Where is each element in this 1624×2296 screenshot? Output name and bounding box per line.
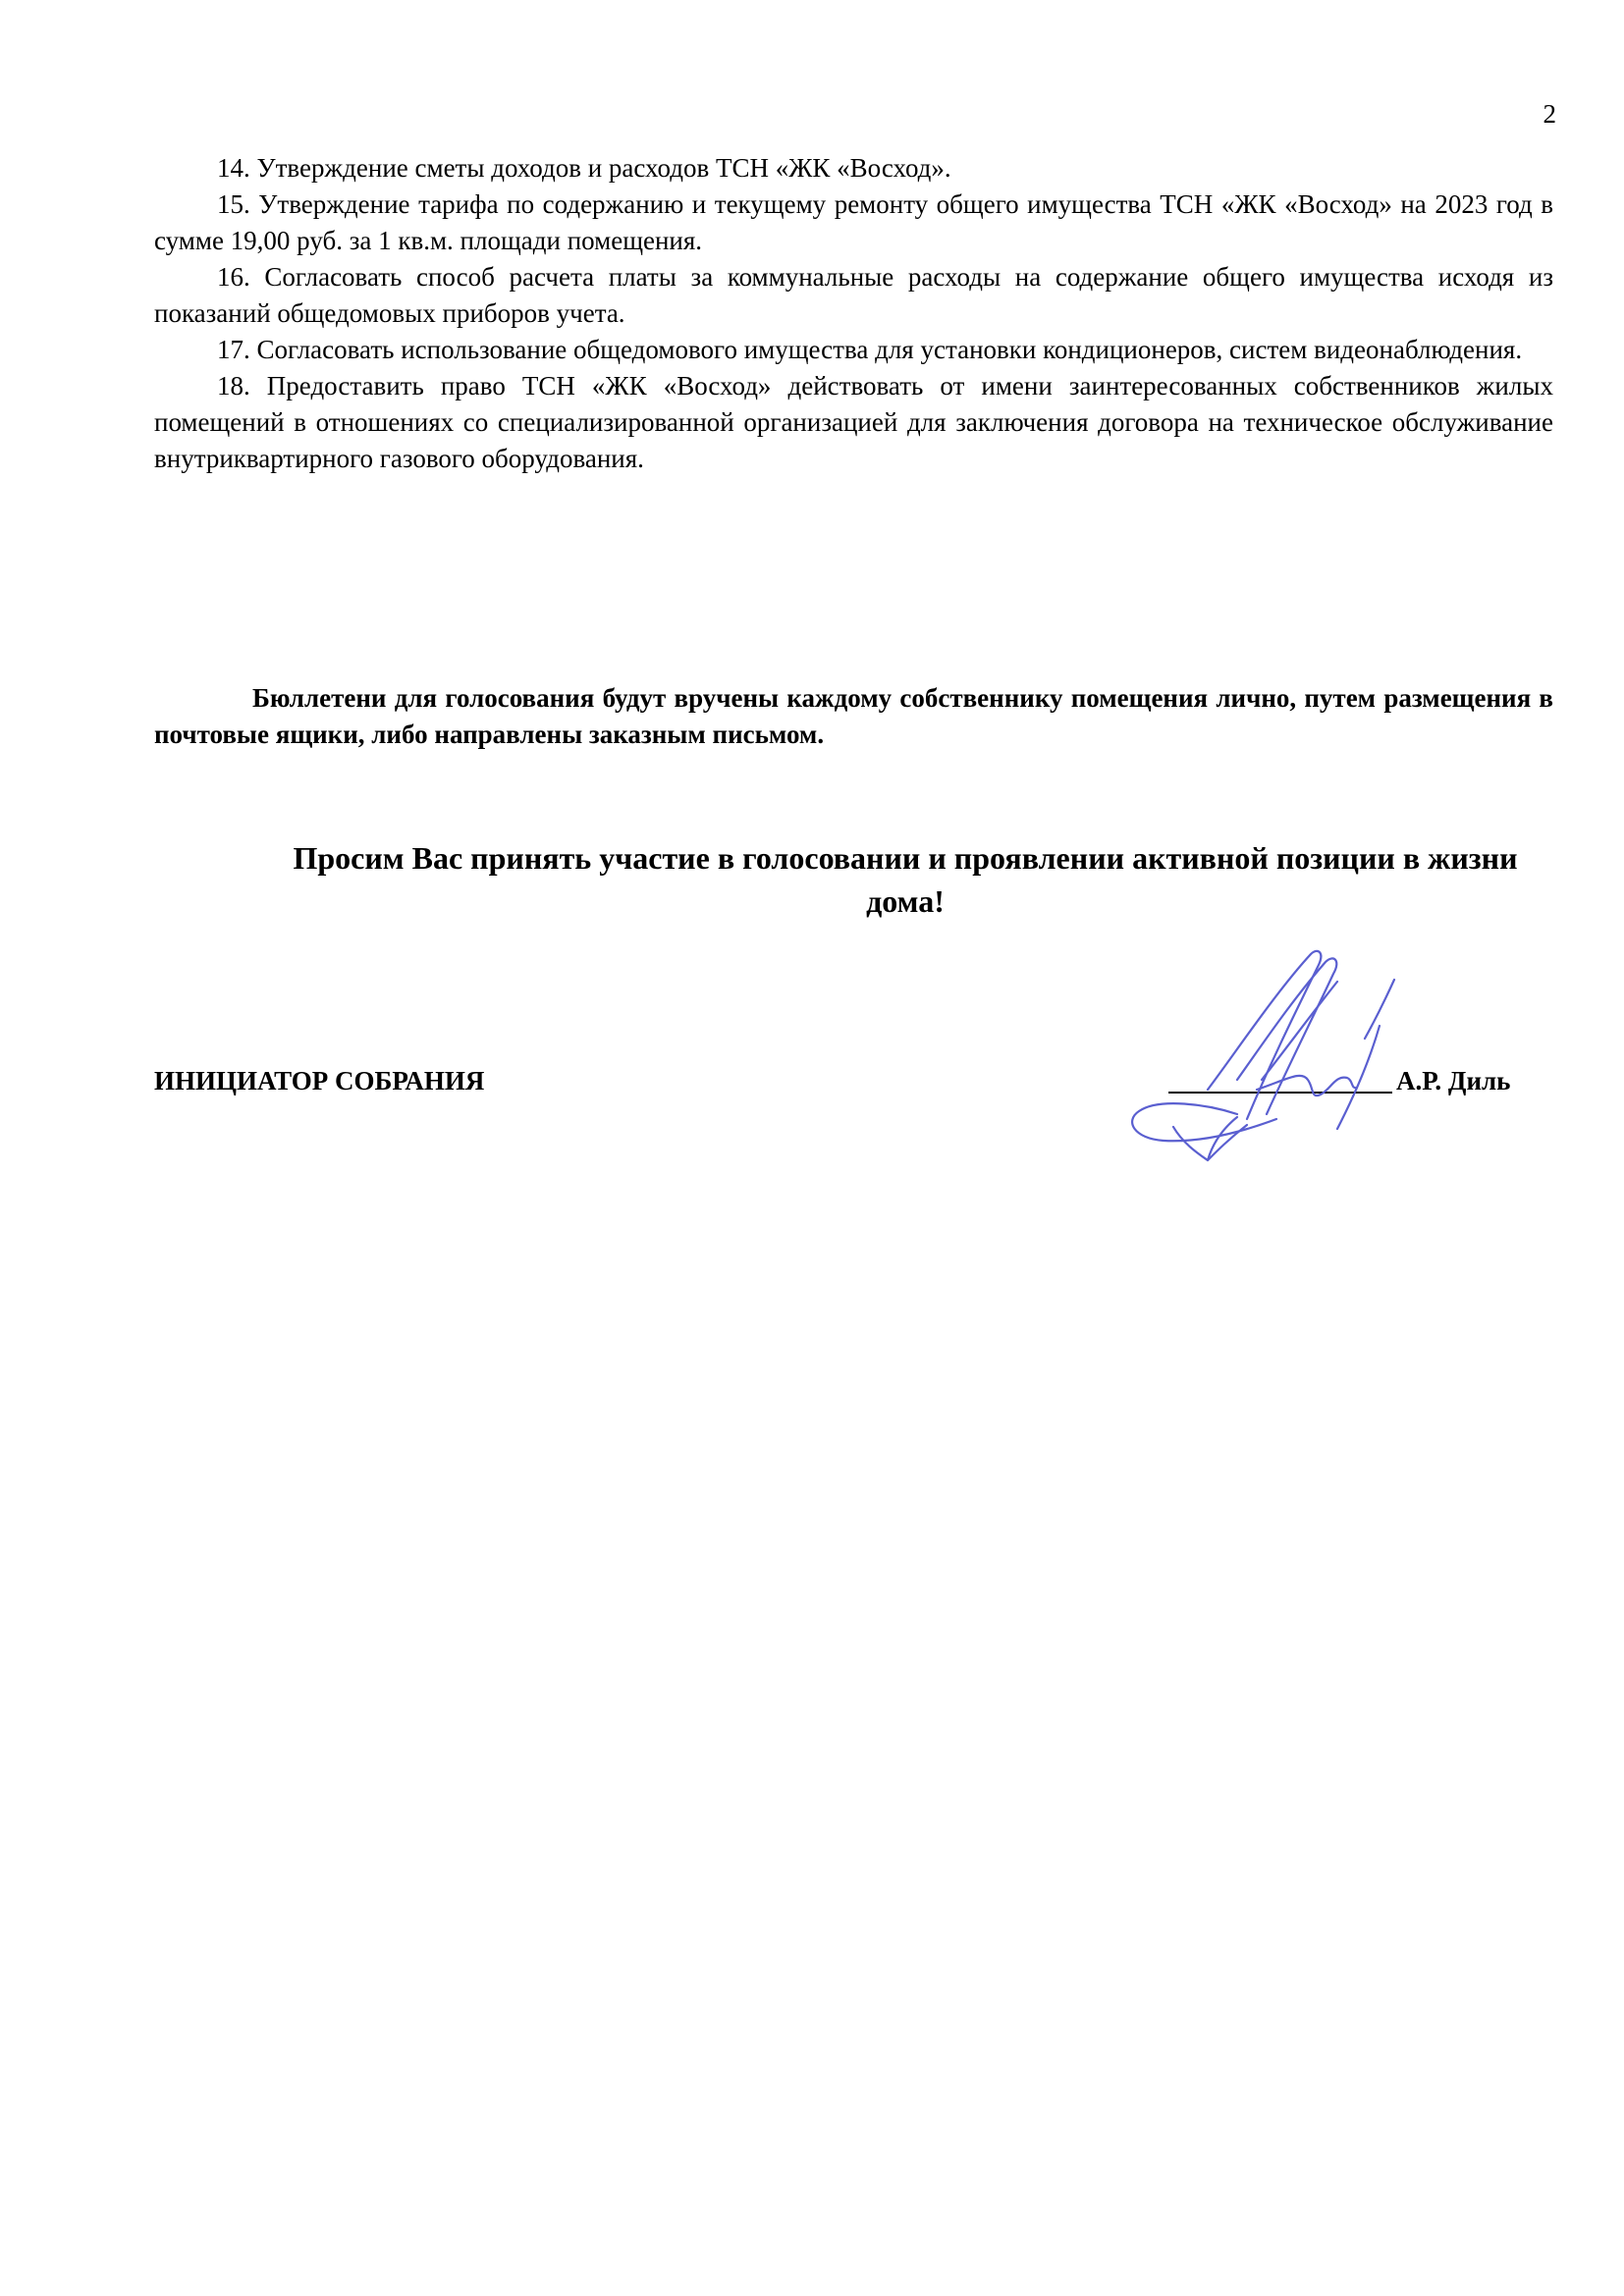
signatory-name: А.Р. Диль	[1396, 1066, 1511, 1095]
initiator-label: ИНИЦИАТОР СОБРАНИЯ	[154, 1066, 485, 1095]
agenda-item-16: 16. Согласовать способ расчета платы за коммунальные расходы на содержание общего имущества исходя из показаний общедомовых приборов учета.	[154, 262, 1553, 328]
voting-appeal: Просим Вас принять участие в голосовании и проявлении активной позиции в жизни дома!	[293, 840, 1518, 919]
signature-block	[1090, 933, 1561, 1227]
agenda-item-17: 17. Согласовать использование общедомового имущества для установки кондиционеров, систем видеонаблюдения.	[217, 335, 1523, 364]
handwritten-signature	[1090, 933, 1561, 1227]
ballot-notice: Бюллетени для голосования будут вручены каждому собственнику помещения лично, путем размещения в почтовые ящики, либо направлены заказным письмом.	[154, 683, 1553, 749]
page-number: 2	[1543, 99, 1556, 129]
agenda-item-14: 14. Утверждение сметы доходов и расходов ТСН «ЖК «Восход».	[217, 153, 951, 183]
agenda-item-18: 18. Предоставить право ТСН «ЖК «Восход» действовать от имени заинтересованных собственников жилых помещений в отношениях со специализированной организацией для заключения договора на техническое обслуживание внутриквартирного газового оборудования.	[154, 371, 1553, 473]
agenda-item-15: 15. Утверждение тарифа по содержанию и текущему ремонту общего имущества ТСН «ЖК «Восход» на 2023 год в сумме 19,00 руб. за 1 кв.м. площади помещения.	[154, 189, 1553, 255]
agenda-items	[154, 150, 1553, 477]
